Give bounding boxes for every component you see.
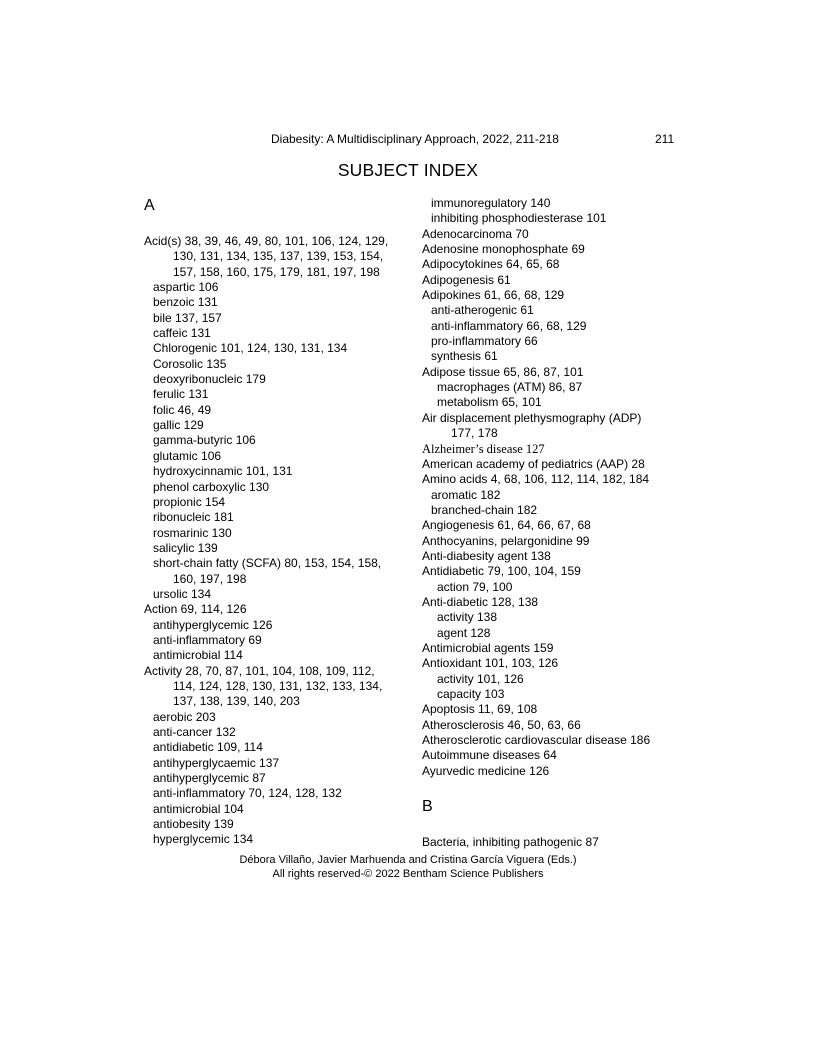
index-entry	[144, 664, 404, 710]
index-entry-text: Atherosclerosis 46, 50, 63, 66	[422, 717, 581, 732]
index-entry-continuation: 137, 138, 139, 140, 203	[173, 694, 300, 709]
index-section-letter: A	[144, 197, 155, 214]
index-entry-text: Adenosine monophosphate 69	[422, 242, 585, 257]
index-entry	[144, 602, 404, 617]
index-subentry	[144, 618, 404, 633]
index-entry-text: Amino acids 4, 68, 106, 112, 114, 182, 184	[422, 472, 650, 487]
index-subentry	[144, 433, 404, 448]
index-entry-text: Ayurvedic medicine 126	[422, 763, 550, 778]
index-subentry	[144, 326, 404, 341]
index-subentry	[144, 710, 404, 725]
index-subentry	[144, 341, 404, 356]
index-entry	[422, 288, 692, 303]
index-entry	[422, 472, 692, 487]
index-entry	[422, 656, 692, 671]
index-entry-text: antimicrobial 114	[153, 648, 243, 663]
index-subentry	[144, 832, 404, 847]
index-entry-text: capacity 103	[437, 687, 505, 701]
index-entry-text: antihyperglycemic 126	[153, 617, 273, 632]
index-entry	[422, 564, 692, 579]
index-subentry	[144, 817, 404, 832]
index-entry-text: short-chain fatty (SCFA) 80, 153, 154, 158,	[153, 556, 382, 571]
index-entry	[422, 457, 692, 472]
index-subentry	[144, 510, 404, 525]
index-entry-text: ferulic 131	[153, 387, 209, 402]
index-column-right	[422, 196, 692, 850]
index-entry-text: hyperglycemic 134	[153, 832, 254, 847]
index-entry-text: inhibiting phosphodiesterase 101	[431, 211, 607, 226]
index-subentry	[144, 357, 404, 372]
index-entry	[422, 835, 692, 850]
index-subentry	[144, 587, 404, 602]
index-entry-text: synthesis 61	[431, 349, 498, 364]
index-entry-text: immunoregulatory 140	[431, 196, 551, 210]
index-entry	[422, 764, 692, 779]
index-entry-text: ribonucleic 181	[153, 510, 234, 525]
index-subentry	[422, 626, 692, 641]
index-entry-text: antiobesity 139	[153, 817, 234, 832]
index-entry-text: gamma-butyric 106	[153, 433, 256, 448]
index-subentry	[144, 556, 404, 587]
index-entry	[422, 595, 692, 610]
index-entry-text: aspartic 106	[153, 280, 219, 295]
index-entry-text: salicylic 139	[153, 540, 218, 555]
running-head-title: Diabesity: A Multidisciplinary Approach, 2022, 211-218	[271, 132, 559, 146]
index-entry-text: Bacteria, inhibiting pathogenic 87	[422, 835, 599, 850]
index-entry-text: folic 46, 49	[153, 402, 212, 417]
index-subentry	[144, 295, 404, 310]
index-entry-text: deoxyribonucleic 179	[153, 372, 266, 387]
index-subentry	[422, 672, 692, 687]
index-entry-text: Adipocytokines 64, 65, 68	[422, 257, 560, 272]
index-entry-text: antihyperglycemic 87	[153, 771, 266, 786]
footer	[0, 853, 816, 881]
index-subentry	[144, 418, 404, 433]
index-entry-text: antimicrobial 104	[153, 801, 244, 816]
index-entry	[422, 365, 692, 380]
index-entry	[422, 442, 692, 457]
index-entry	[422, 733, 692, 748]
index-entry-continuation: 157, 158, 160, 175, 179, 181, 197, 198	[173, 264, 380, 279]
index-subentry	[422, 380, 692, 395]
index-subentry	[144, 725, 404, 740]
index-entry	[422, 534, 692, 549]
index-spacer	[144, 216, 404, 234]
index-entry-text: Anthocyanins, pelargonidine 99	[422, 533, 590, 548]
index-subentry	[144, 280, 404, 295]
index-entry	[422, 242, 692, 257]
index-subentry	[144, 541, 404, 556]
index-spacer	[422, 779, 692, 797]
index-entry	[144, 234, 404, 280]
index-subentry	[144, 633, 404, 648]
index-entry-text: rosmarinic 130	[153, 525, 232, 540]
index-entry-text: Anti-diabesity agent 138	[422, 548, 551, 563]
index-entry	[422, 702, 692, 717]
index-subentry	[422, 334, 692, 349]
index-entry	[422, 748, 692, 763]
index-entry-text: anti-cancer 132	[153, 725, 236, 739]
index-entry-text: anti-inflammatory 70, 124, 128, 132	[153, 786, 342, 801]
index-entry-text: anti-inflammatory 66, 68, 129	[431, 318, 587, 333]
index-entry-text: ursolic 134	[153, 586, 212, 601]
index-entry	[422, 227, 692, 242]
index-subentry	[422, 319, 692, 334]
index-subentry	[422, 580, 692, 595]
index-subentry	[144, 771, 404, 786]
index-entry	[422, 641, 692, 656]
index-entry-text: anti-inflammatory 69	[153, 632, 262, 647]
index-entry	[422, 518, 692, 533]
index-subentry	[144, 403, 404, 418]
index-entry	[422, 273, 692, 288]
index-entry-text: Anti-diabetic 128, 138	[422, 594, 539, 609]
index-entry-text: Apoptosis 11, 69, 108	[422, 702, 538, 717]
index-column-left	[144, 196, 404, 848]
index-entry	[422, 549, 692, 564]
index-subentry	[144, 480, 404, 495]
index-subentry	[144, 495, 404, 510]
index-entry-text: Alzheimer’s disease 127	[422, 441, 545, 456]
index-entry-text: antidiabetic 109, 114	[153, 740, 263, 755]
index-entry-text: Antimicrobial agents 159	[422, 640, 554, 655]
index-entry-text: aerobic 203	[153, 709, 216, 724]
index-subentry	[422, 196, 692, 211]
index-entry-text: aromatic 182	[431, 487, 501, 502]
index-entry-text: glutamic 106	[153, 448, 222, 463]
index-entry-text: caffeic 131	[153, 326, 211, 341]
index-entry-text: metabolism 65, 101	[437, 395, 542, 410]
index-entry-text: benzoic 131	[153, 295, 218, 310]
index-entry-continuation: 160, 197, 198	[173, 571, 247, 586]
index-entry-text: Autoimmune diseases 64	[422, 748, 557, 763]
index-spacer	[422, 817, 692, 835]
index-entry-text: bile 137, 157	[153, 310, 222, 325]
index-entry-text: Corosolic 135	[153, 356, 227, 371]
index-entry-text: activity 138	[437, 610, 498, 625]
index-section-letter: B	[422, 798, 433, 816]
index-entry-text: antihyperglycaemic 137	[153, 755, 280, 770]
index-entry-text: gallic 129	[153, 418, 204, 433]
index-subentry	[422, 211, 692, 226]
index-entry-text: Acid(s) 38, 39, 46, 49, 80, 101, 106, 124, 129,	[144, 234, 389, 248]
index-entry-text: activity 101, 126	[437, 671, 524, 686]
index-entry-text: Chlorogenic 101, 124, 130, 131, 134	[153, 341, 348, 356]
page-title: SUBJECT INDEX	[337, 160, 479, 180]
index-subentry	[422, 303, 692, 318]
index-entry	[422, 718, 692, 733]
index-subentry	[144, 740, 404, 755]
index-subentry	[144, 526, 404, 541]
index-entry	[422, 411, 692, 442]
page-number: 211	[655, 132, 675, 146]
index-entry-text: hydroxycinnamic 101, 131	[153, 464, 293, 479]
index-subentry	[422, 687, 692, 702]
index-entry-text: propionic 154	[153, 494, 226, 509]
index-subentry	[422, 503, 692, 518]
index-entry-text: Atherosclerotic cardiovascular disease 186	[422, 733, 651, 748]
index-entry-text: Air displacement plethysmography (ADP)	[422, 410, 642, 425]
index-subentry	[422, 395, 692, 410]
index-subentry	[144, 648, 404, 663]
index-subentry	[144, 387, 404, 402]
index-entry-text: branched-chain 182	[431, 502, 538, 517]
index-entry-text: agent 128	[437, 625, 491, 640]
index-entry-text: Activity 28, 70, 87, 101, 104, 108, 109, 112,	[144, 663, 375, 678]
index-entry-text: Adipose tissue 65, 86, 87, 101	[422, 364, 584, 379]
index-entry-text: American academy of pediatrics (AAP) 28	[422, 456, 645, 471]
index-entry-text: Angiogenesis 61, 64, 66, 67, 68	[422, 518, 591, 533]
index-entry-text: Antidiabetic 79, 100, 104, 159	[422, 564, 581, 579]
index-entry-text: pro-inflammatory 66	[431, 334, 538, 349]
index-entry-text: macrophages (ATM) 86, 87	[437, 380, 583, 395]
index-subentry	[144, 786, 404, 801]
index-entry-text: Adenocarcinoma 70	[422, 226, 529, 241]
index-entry-text: Adipokines 61, 66, 68, 129	[422, 288, 565, 303]
footer-copyright: All rights reserved-© 2022 Bentham Science Publishers	[272, 868, 544, 880]
index-entry-text: action 79, 100	[437, 579, 513, 594]
index-subentry	[422, 610, 692, 625]
index-entry-text: Adipogenesis 61	[422, 272, 511, 287]
index-subentry	[422, 349, 692, 364]
index-subentry	[144, 802, 404, 817]
index-entry-text: Action 69, 114, 126	[144, 602, 247, 617]
index-subentry	[144, 464, 404, 479]
index-subentry	[144, 311, 404, 326]
index-entry-continuation: 130, 131, 134, 135, 137, 139, 153, 154,	[173, 249, 384, 264]
index-subentry	[422, 488, 692, 503]
footer-editors: Débora Villaño, Javier Marhuenda and Cristina García Viguera (Eds.)	[239, 854, 577, 866]
index-subentry	[144, 756, 404, 771]
index-entry-text: Antioxidant 101, 103, 126	[422, 656, 559, 671]
index-subentry	[144, 372, 404, 387]
index-entry	[422, 257, 692, 272]
index-entry-text: anti-atherogenic 61	[431, 303, 534, 318]
index-entry-continuation: 177, 178	[451, 426, 498, 441]
index-entry-continuation: 114, 124, 128, 130, 131, 132, 133, 134,	[173, 678, 383, 693]
index-entry-text: phenol carboxylic 130	[153, 479, 270, 494]
index-subentry	[144, 449, 404, 464]
